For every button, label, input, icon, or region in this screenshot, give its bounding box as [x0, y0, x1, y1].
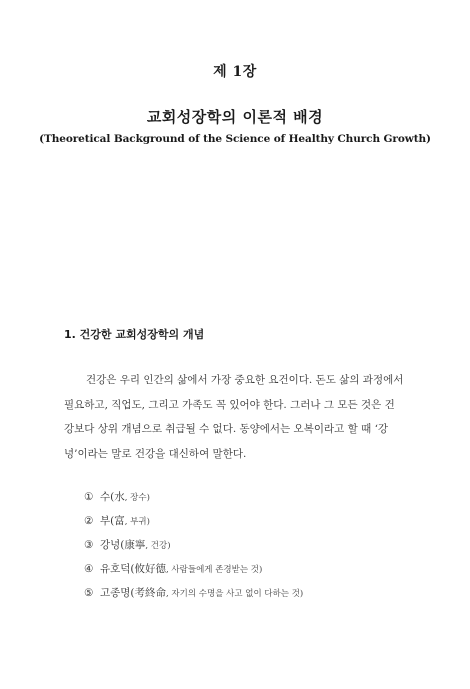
five-blessings-list: [84, 485, 303, 605]
chapter-label: 제 1장: [213, 64, 257, 80]
list-item: [84, 509, 303, 533]
body-line: 녕’이라는 말로 건강을 대신하여 말한다.: [64, 447, 247, 460]
list-item-main: 부(富: [100, 515, 125, 527]
list-marker: ①: [84, 491, 94, 503]
list-item: [84, 485, 303, 509]
list-item-note: , 건강): [145, 541, 171, 551]
body-line: 강보다 상위 개념으로 취급될 수 없다. 동양에서는 오복이라고 할 때 ‘강: [64, 423, 389, 435]
chapter-subtitle: (Theoretical Background of the Science of Healthy Church Growth): [39, 133, 431, 145]
list-marker: ④: [84, 563, 94, 575]
list-item: [84, 557, 303, 581]
list-marker: ②: [84, 515, 94, 527]
body-line: 건강은 우리 인간의 삶에서 가장 중요한 요건이다. 돈도 삶의 과정에서: [86, 374, 404, 386]
body-paragraph: [64, 368, 406, 466]
list-item: [84, 533, 303, 557]
list-marker: ⑤: [84, 587, 94, 599]
list-item-note: , 자기의 수명을 사고 없이 다하는 것): [166, 589, 304, 599]
list-item-note: , 장수): [124, 493, 150, 503]
list-marker: ③: [84, 539, 94, 551]
section-heading: 1. 건강한 교회성장학의 개념: [64, 328, 205, 341]
list-item-main: 유호덕(攸好德: [100, 563, 167, 575]
body-line: 필요하고, 직업도, 그리고 가족도 꼭 있어야 한다. 그러나 그 모든 것은 건: [64, 398, 395, 411]
list-item-note: , 사람들에게 존경받는 것): [166, 565, 263, 575]
list-item-note: , 부귀): [124, 517, 150, 527]
list-item-main: 수(水: [100, 491, 125, 503]
list-item: [84, 581, 303, 605]
list-item-main: 강녕(康寧: [100, 539, 146, 551]
list-item-main: 고종명(考終命: [100, 587, 167, 599]
chapter-title: 교회성장학의 이론적 배경: [146, 108, 324, 126]
